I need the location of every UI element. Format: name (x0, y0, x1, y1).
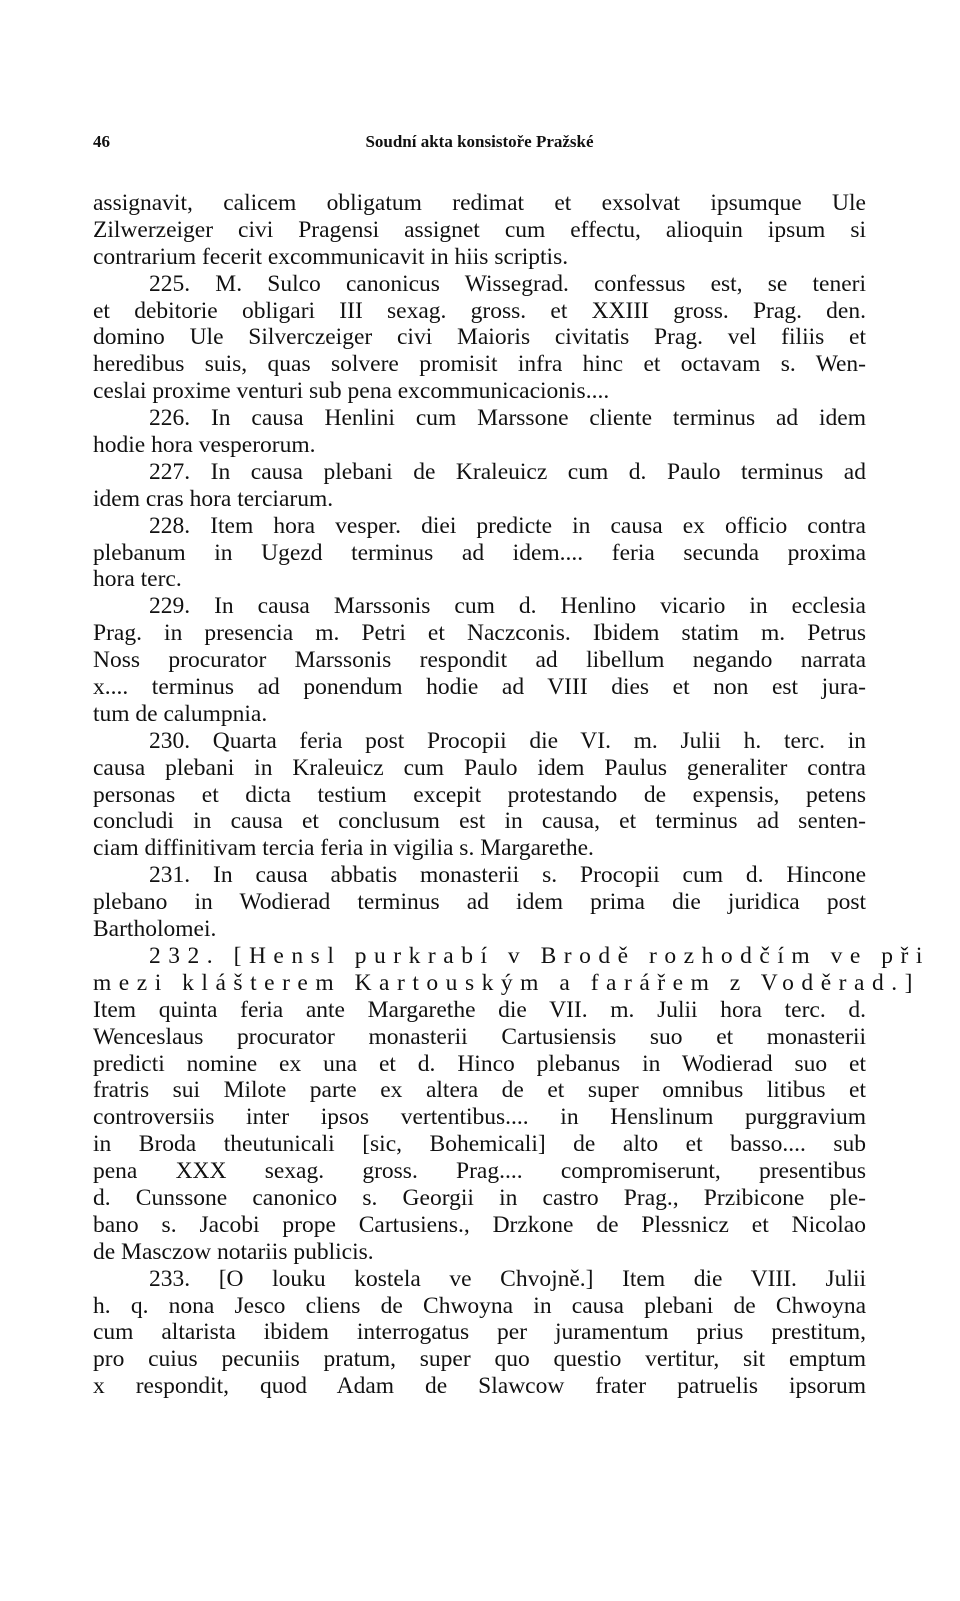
text-line: predicti nomine ex una et d. Hinco plebanus in Wodierad suo et (93, 1050, 866, 1077)
text-line: Zilwerzeiger civi Pragensi assignet cum effectu, alioquin ipsum si (93, 216, 866, 243)
page-number: 46 (93, 132, 110, 151)
text-line: heredibus suis, quas solvere promisit infra hinc et octavam s. Wen- (93, 351, 866, 378)
text-line: Wenceslaus procurator monasterii Cartusiensis suo et monasterii (93, 1023, 866, 1050)
text-line: plebanum in Ugezd terminus ad idem.... feria secunda proxima (93, 539, 866, 566)
text-line: h. q. nona Jesco cliens de Chwoyna in causa plebani de Chwoyna (93, 1292, 866, 1319)
text-line: Noss procurator Marssonis respondit ad libellum negando narrata (93, 647, 866, 674)
text-line: x.... terminus ad ponendum hodie ad VIII dies et non est jura- (93, 674, 866, 701)
text-line: 228. Item hora vesper. diei predicte in causa ex officio contra (149, 512, 866, 539)
text-line: bano s. Jacobi prope Cartusiens., Drzkone de Plessnicz et Nicolao (93, 1211, 866, 1238)
text-line: in Broda theutunicali [sic, Bohemicali] de alto et basso.... sub (93, 1131, 866, 1158)
text-line: hora terc. (93, 566, 182, 593)
body-text (93, 190, 930, 1400)
text-line: et debitorie obligari III sexag. gross. et XXIII gross. Prag. den. (93, 297, 866, 324)
text-line: tum de calumpnia. (93, 700, 268, 727)
text-line: Bartholomei. (93, 916, 217, 943)
text-line: pena XXX sexag. gross. Prag.... compromiserunt, presentibus (93, 1158, 866, 1185)
text-line: assignavit, calicem obligatum redimat et exsolvat ipsumque Ule (93, 190, 866, 216)
text-line: domino Ule Silverczeiger civi Maioris civitatis Prag. vel filiis et (93, 324, 866, 351)
text-line: pro cuius pecuniis pratum, super quo questio vertitur, sit emptum (93, 1346, 866, 1373)
text-line: 230. Quarta feria post Procopii die VI. m. Julii h. terc. in (149, 727, 866, 754)
text-line: controversiis inter ipsos vertentibus.... in Henslinum purggravium (93, 1104, 866, 1131)
text-line: cum altarista ibidem interrogatus per juramentum prius prestitum, (93, 1319, 866, 1346)
text-line: idem cras hora terciarum. (93, 485, 334, 512)
running-title: Soudní akta konsistoře Pražské (365, 132, 594, 151)
text-line: ciam diffinitivam tercia feria in vigilia s. Margarethe. (93, 835, 594, 862)
text-line: concludi in causa et conclusum est in causa, et terminus ad senten- (93, 808, 866, 835)
text-line: ceslai proxime venturi sub pena excommunicacionis.... (93, 378, 610, 405)
text-line: 227. In causa plebani de Kraleuicz cum d. Paulo terminus ad (149, 458, 866, 485)
text-line: contrarium fecerit excommunicavit in hiis scriptis. (93, 243, 569, 270)
text-line: de Masczow notariis publicis. (93, 1238, 374, 1265)
text-line: x respondit, quod Adam de Slawcow frater patruelis ipsorum (93, 1373, 866, 1400)
text-line: 226. In causa Henlini cum Marssone cliente terminus ad idem (149, 405, 866, 432)
text-line: fratris sui Milote parte ex altera de et super omnibus litibus et (93, 1077, 866, 1104)
text-line: causa plebani in Kraleuicz cum Paulo idem Paulus generaliter contra (93, 754, 866, 781)
text-line: personas et dicta testium excepit protestando de expensis, petens (93, 781, 866, 808)
text-line: 229. In causa Marssonis cum d. Henlino vicario in ecclesia (149, 593, 866, 620)
text-line: plebano in Wodierad terminus ad idem prima die juridica post (93, 889, 866, 916)
text-line: Prag. in presencia m. Petri et Naczconis. Ibidem statim m. Petrus (93, 620, 866, 647)
text-line: 232. [Hensl purkrabí v Brodě rozhodčím ve při (149, 942, 930, 969)
text-line: 233. [O louku kostela ve Chvojně.] Item die VIII. Julii (149, 1265, 866, 1292)
text-line: 225. M. Sulco canonicus Wissegrad. confessus est, se teneri (149, 270, 866, 297)
text-line: Item quinta feria ante Margarethe die VII. m. Julii hora terc. d. (93, 996, 866, 1023)
text-line: d. Cunssone canonico s. Georgii in castro Prag., Przibicone ple- (93, 1184, 866, 1211)
text-line: 231. In causa abbatis monasterii s. Procopii cum d. Hincone (149, 862, 866, 889)
text-line: mezi klášterem Kartouským a farářem z Voděrad.] (93, 969, 920, 996)
text-line: hodie hora vesperorum. (93, 432, 316, 459)
page-header (93, 132, 866, 158)
